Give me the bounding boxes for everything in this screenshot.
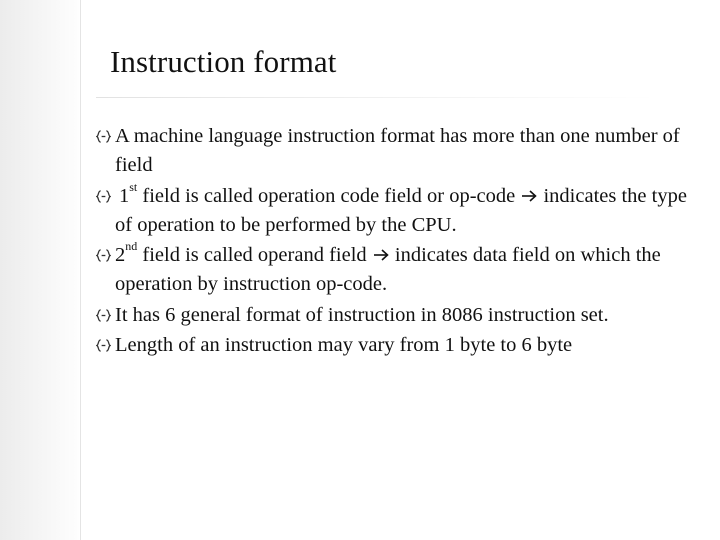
curly-bracket-bullet-icon [96, 308, 111, 323]
bullet-text: indicates the type of operation to be performed by the CPU. [115, 184, 687, 236]
bullet-text: It has 6 general format of instruction in 8086 instruction set. [115, 303, 609, 326]
slide-title: Instruction format [110, 44, 337, 79]
decorative-left-rail [0, 0, 80, 540]
ordinal-number: 2 [115, 244, 126, 266]
ordinal-suffix: nd [125, 239, 138, 254]
bullet-text: Length of an instruction may vary from 1 byte to 6 byte [115, 334, 573, 356]
bullet-item [96, 301, 706, 330]
curly-bracket-bullet-icon [96, 248, 111, 263]
title-divider [96, 97, 656, 98]
curly-bracket-bullet-icon [96, 129, 111, 144]
right-arrow-icon [521, 189, 537, 203]
bullet-text: indicates data field on which the operation by instruction op-code. [115, 244, 661, 295]
curly-bracket-bullet-icon [96, 338, 111, 353]
bullet-item [96, 331, 706, 360]
right-arrow-icon [373, 248, 389, 262]
decorative-rail-divider [80, 0, 81, 540]
bullet-text: A machine language instruction format has more than one number of field [115, 125, 680, 176]
bullet-text: field is called operand field [137, 244, 372, 266]
bullet-list [96, 122, 706, 362]
bullet-item [96, 122, 706, 180]
bullet-text: field is called operation code field or op-code [137, 184, 521, 207]
ordinal-number: 1 [119, 184, 130, 207]
ordinal-suffix: st [129, 179, 138, 194]
curly-bracket-bullet-icon [96, 189, 111, 204]
bullet-item [96, 241, 706, 299]
bullet-item [96, 179, 706, 240]
